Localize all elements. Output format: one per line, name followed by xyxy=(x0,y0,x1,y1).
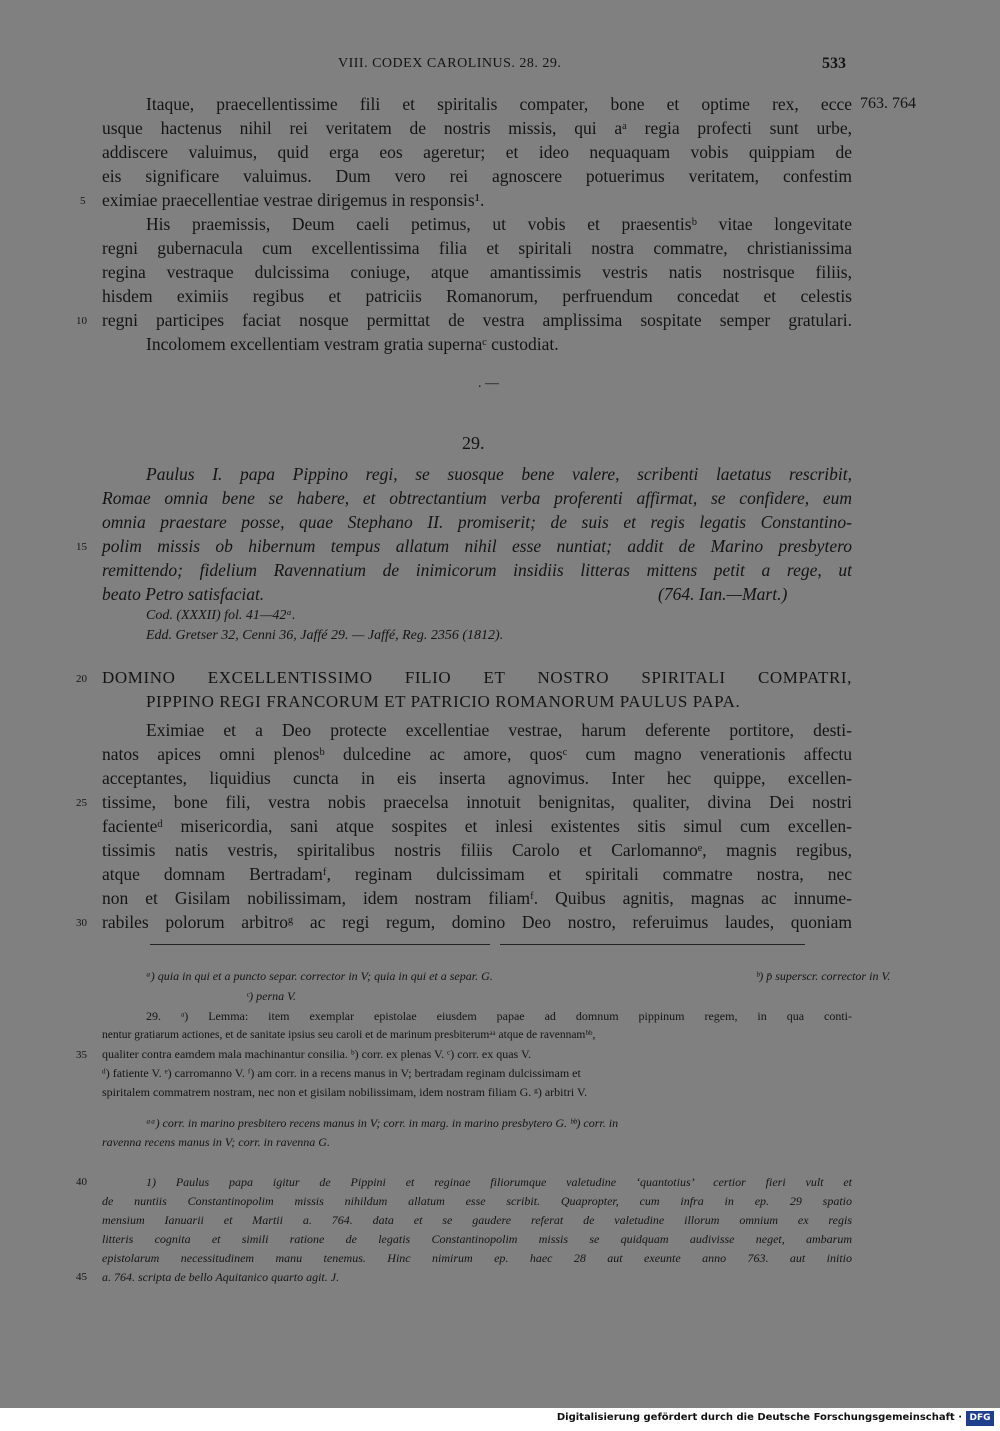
letter-number: 29. xyxy=(462,433,485,453)
footnote-29-line: qualiter contra eamdem mala machinantur consilia. ᵇ) corr. ex plenas V. ᶜ) corr. ex quas V. xyxy=(102,1047,532,1061)
summary-line: remittendo; fidelium Ravennatium de inimicorum insidiis litteras mittens petit a rege, ut xyxy=(102,560,852,580)
footer-bar xyxy=(0,1408,1000,1431)
footnote-c: ᶜ) perna V. xyxy=(246,989,296,1003)
digitization-credit: Digitalisierung gefördert durch die Deutsche Forschungsgemeinschaft · xyxy=(556,1412,962,1423)
text-line: regina vestraque dulcissima coniuge, atque amantissimis vestris natis nostrisque filiis, xyxy=(102,262,852,282)
text-line: rabiles polorum arbitroᵍ ac regi regum, domino Deo nostro, referuimus laudes, quoniam xyxy=(102,912,852,932)
line-number: 15 xyxy=(76,541,87,553)
text-line: regni participes faciat nosque permittat de vestra amplissima sospitate semper gratulari. xyxy=(102,310,852,330)
text-line: non et Gisilam nobilissimam, idem nostram filiamᶠ. Quibus agnitis, magnas ac innume- xyxy=(102,888,852,908)
line-number: 30 xyxy=(76,917,87,929)
commentary-line: epistolarum necessitudinem manu tenemus. Hinc nimirum ep. haec 28 aut exeunte anno 763. aut initio xyxy=(102,1251,852,1265)
page-number: 533 xyxy=(822,55,846,72)
address-line: PIPPINO REGI FRANCORUM ET PATRICIO ROMANORUM PAULUS PAPA. xyxy=(146,692,741,711)
line-number: 40 xyxy=(76,1176,87,1188)
summary-line: polim missis ob hibernum tempus allatum nihil esse nuntiat; addit de Marino presbytero xyxy=(102,536,852,556)
editions-reference: Edd. Gretser 32, Cenni 36, Jaffé 29. — Jaffé, Reg. 2356 (1812). xyxy=(146,628,504,643)
dfg-logo-icon: DFG xyxy=(966,1411,994,1426)
footnote-rule xyxy=(500,944,805,945)
footnote-a: ᵃ) quia in qui et a puncto separ. corrector in V; quia in qui et a separ. G. xyxy=(146,969,493,983)
section-separator: . — xyxy=(478,376,499,391)
text-line: tissimis natis vestris, spiritalibus nostris filiis Carolo et Carlomannoᵉ, magnis regibus, xyxy=(102,840,852,860)
summary-line: omnia praestare posse, quae Stephano II. promiserit; de suis et regis legatis Constantino- xyxy=(102,512,852,532)
commentary-line: de nuntiis Constantinopolim missis nihildum allatum esse scribit. Quapropter, cum infra in ep. 29 spatio xyxy=(102,1194,852,1208)
footnote-b: ᵇ) p̄ superscr. corrector in V. xyxy=(756,969,891,983)
summary-line: Romae omnia bene se habere, et obtrectantium verba proferenti affirmat, se confidere, eum xyxy=(102,488,852,508)
text-line: Eximiae et a Deo protecte excellentiae vestrae, harum deferente portitore, desti- xyxy=(146,720,852,740)
text-line: Itaque, praecellentissime fili et spiritalis compater, bone et optime rex, ecce xyxy=(146,94,852,114)
text-line: eis significare valuimus. Dum vero rei agnoscere potuerimus veritatem, confestim xyxy=(102,166,852,186)
line-number: 35 xyxy=(76,1049,87,1061)
line-number: 25 xyxy=(76,797,87,809)
text-line: His praemissis, Deum caeli petimus, ut vobis et praesentisᵇ vitae longevitate xyxy=(146,214,852,234)
text-line: facienteᵈ misericordia, sani atque sospites et inlesi existentes sitis simul cum excellen- xyxy=(102,816,852,836)
text-line: hisdem eximiis regibus et patriciis Romanorum, perfruendum concedat et celestis xyxy=(102,286,852,306)
text-line: regni gubernacula cum excellentissima filia et spiritali nostra commatre, christianissima xyxy=(102,238,852,258)
footnote-29-line: nentur gratiarum actiones, et de sanitate ipsius seu caroli et de marinum presbiterumᵃᵃ atque de ravennamᵇᵇ, xyxy=(102,1029,596,1041)
footnote-rule xyxy=(150,944,490,945)
footnote-29-line: spiritalem commatrem nostram, nec non et gisilam nobilissimam, idem nostram filiam G. ᵍ) arbitri V. xyxy=(102,1085,588,1099)
text-line: tissime, bone fili, vestra nobis praecelsa innotuit benignitas, qualiter, divina Dei nostri xyxy=(102,792,852,812)
footnote-aa-line: ravenna recens manus in V; corr. in ravenna G. xyxy=(102,1135,330,1149)
footnote-29-line: ᵈ) fatiente V. ᵉ) carromanno V. ᶠ) am corr. in a recens manus in V; bertradam reginam dulcissimam et xyxy=(102,1066,581,1080)
line-number: 20 xyxy=(76,673,87,685)
text-line: natos apices omni plenosᵇ dulcedine ac amore, quosᶜ cum magno venerationis affectu xyxy=(102,744,852,764)
text-line: usque hactenus nihil rei veritatem de nostris missis, qui aᵃ regia profecti sunt urbe, xyxy=(102,118,852,138)
line-number: 5 xyxy=(80,195,86,207)
text-line: eximiae praecellentiae vestrae dirigemus in responsis¹. xyxy=(102,190,485,210)
text-line: Incolomem excellentiam vestram gratia supernaᶜ custodiat. xyxy=(146,334,559,354)
running-title: VIII. CODEX CAROLINUS. 28. 29. xyxy=(338,56,562,71)
commentary-line: 1) Paulus papa igitur de Pippini et reginae filiorumque valetudine ‘quantotius’ certior fieri vult et xyxy=(146,1175,852,1189)
commentary-line: mensium Ianuarii et Martii a. 764. data et se gaudere referat de valetudine illorum omnium ex regis xyxy=(102,1213,852,1227)
line-number: 45 xyxy=(76,1271,87,1283)
footnote-aa-line: ᵃᵃ) corr. in marino presbitero recens manus in V; corr. in marg. in marino presbytero G. ᵇᵇ) corr. in xyxy=(146,1116,619,1130)
commentary-line: litteris cognita et simili ratione de legatis Constantinopolim missis se quidquam audivisse neget, ambarum xyxy=(102,1232,852,1246)
letter-date: (764. Ian.—Mart.) xyxy=(658,584,788,604)
footnote-29-line: 29. ᵃ) Lemma: item exemplar epistolae eiusdem papae ad domnum pippinum regem, in qua conti- xyxy=(146,1009,852,1023)
codex-reference: Cod. (XXXII) fol. 41—42ᵃ. xyxy=(146,608,296,623)
text-line: addiscere valuimus, quid erga eos ageretur; et ideo nequaquam vobis quippiam de xyxy=(102,142,852,162)
text-line: acceptantes, liquidius cuncta in eis inserta agnovimus. Inter hec quippe, excellen- xyxy=(102,768,852,788)
margin-date: 763. 764 xyxy=(860,95,916,112)
commentary-line: a. 764. scripta de bello Aquitanico quarto agit. J. xyxy=(102,1270,340,1284)
line-number: 10 xyxy=(76,315,87,327)
summary-line: Paulus I. papa Pippino regi, se suosque bene valere, scribenti laetatus rescribit, xyxy=(146,464,852,484)
summary-line: beato Petro satisfaciat. xyxy=(102,584,265,604)
address-line: DOMINO EXCELLENTISSIMO FILIO ET NOSTRO SPIRITALI COMPATRI, xyxy=(102,668,852,687)
text-line: atque domnam Bertradamᶠ, reginam dulcissimam et spiritali commatre nostra, nec xyxy=(102,864,852,884)
